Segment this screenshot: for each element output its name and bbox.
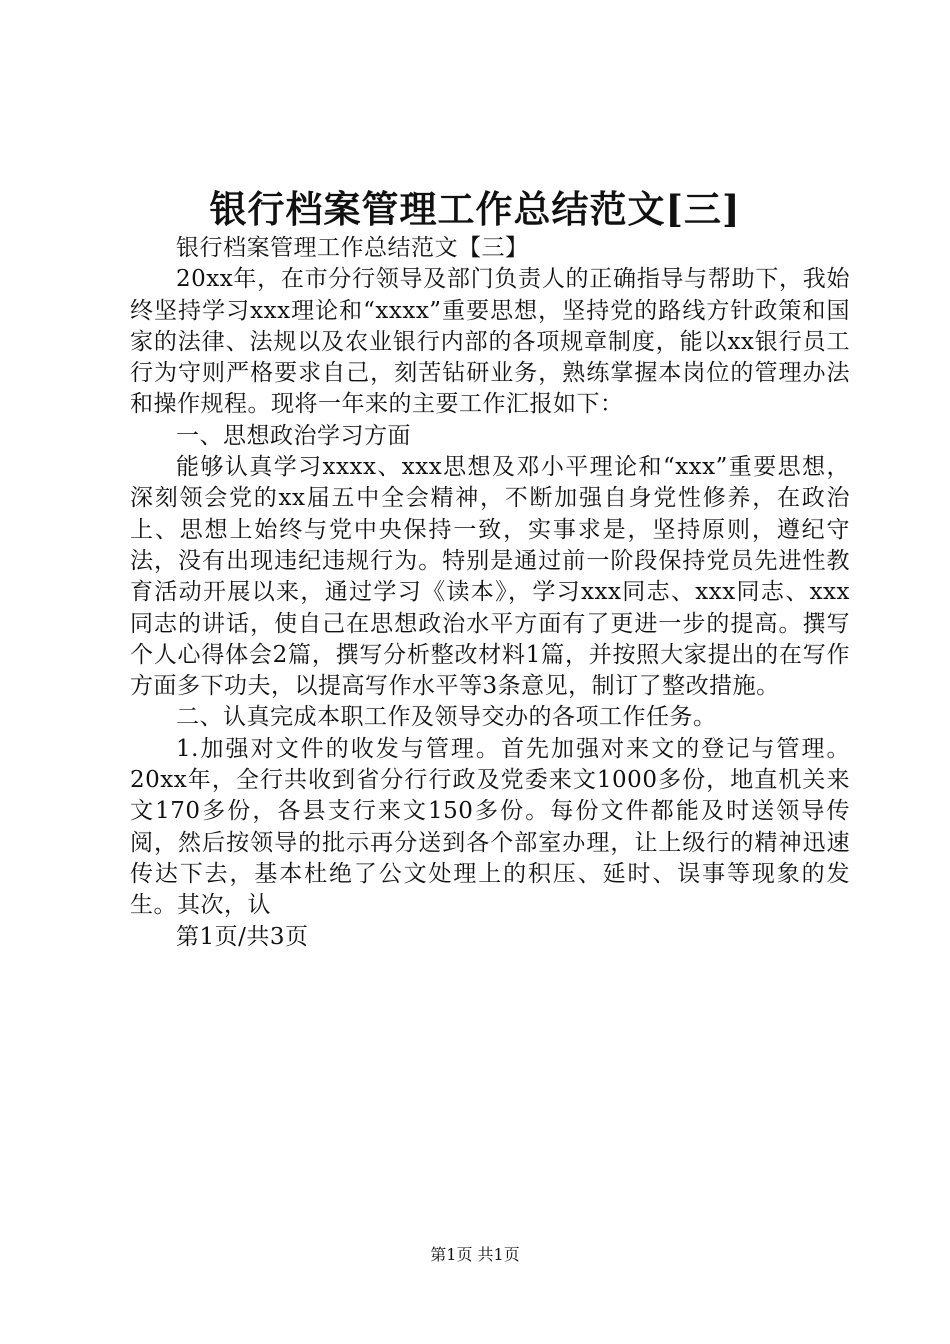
section-heading-1: 一、思想政治学习方面: [176, 422, 411, 449]
subtitle-paragraph: 银行档案管理工作总结范文【三】: [176, 235, 529, 261]
page-footer: 第1页 共1页: [430, 1245, 520, 1264]
inline-page-number: 第1页/共3页: [176, 923, 309, 950]
document-body: [130, 233, 850, 953]
section-heading-2: 二、认真完成本职工作及领导交办的各项工作任务。: [176, 704, 717, 731]
section-2-paragraph: 1.加强对文件的收发与管理。首先加强对来文的登记与管理。20xx年，全行共收到省分行行政及党委来文1000多份，地直机关来文170多份，各县支行来文150多份。每份文件都能及时送领导传阅，然后按领导的批示再分送到各个部室办理，让上级行的精神迅速传达下去，基本杜绝了公文处理上的积压、延时、误事等现象的发生。其次，认: [130, 735, 850, 919]
document-title: 银行档案管理工作总结范文[三]: [209, 187, 741, 231]
intro-paragraph: 20xx年，在市分行领导及部门负责人的正确指导与帮助下，我始终坚持学习xxx理论和“xxxx”重要思想，坚持党的路线方针政策和国家的法律、法规以及农业银行内部的各项规章制度，能以xx银行员工行为守则严格要求自己，刻苦钻研业务，熟练掌握本岗位的管理办法和操作规程。现将一年来的主要工作汇报如下：: [130, 266, 850, 418]
section-1-paragraph: 能够认真学习xxxx、xxx思想及邓小平理论和“xxx”重要思想，深刻领会党的xx届五中全会精神，不断加强自身党性修养，在政治上、思想上始终与党中央保持一致，实事求是，坚持原则，遵纪守法，没有出现违纪违规行为。特别是通过前一阶段保持党员先进性教育活动开展以来，通过学习《读本》，学习xxx同志、xxx同志、xxx同志的讲话，使自己在思想政治水平方面有了更进一步的提高。撰写个人心得体会2篇，撰写分析整改材料1篇，并按照大家提出的在写作方面多下功夫，以提高写作水平等3条意见，制订了整改措施。: [130, 454, 850, 700]
